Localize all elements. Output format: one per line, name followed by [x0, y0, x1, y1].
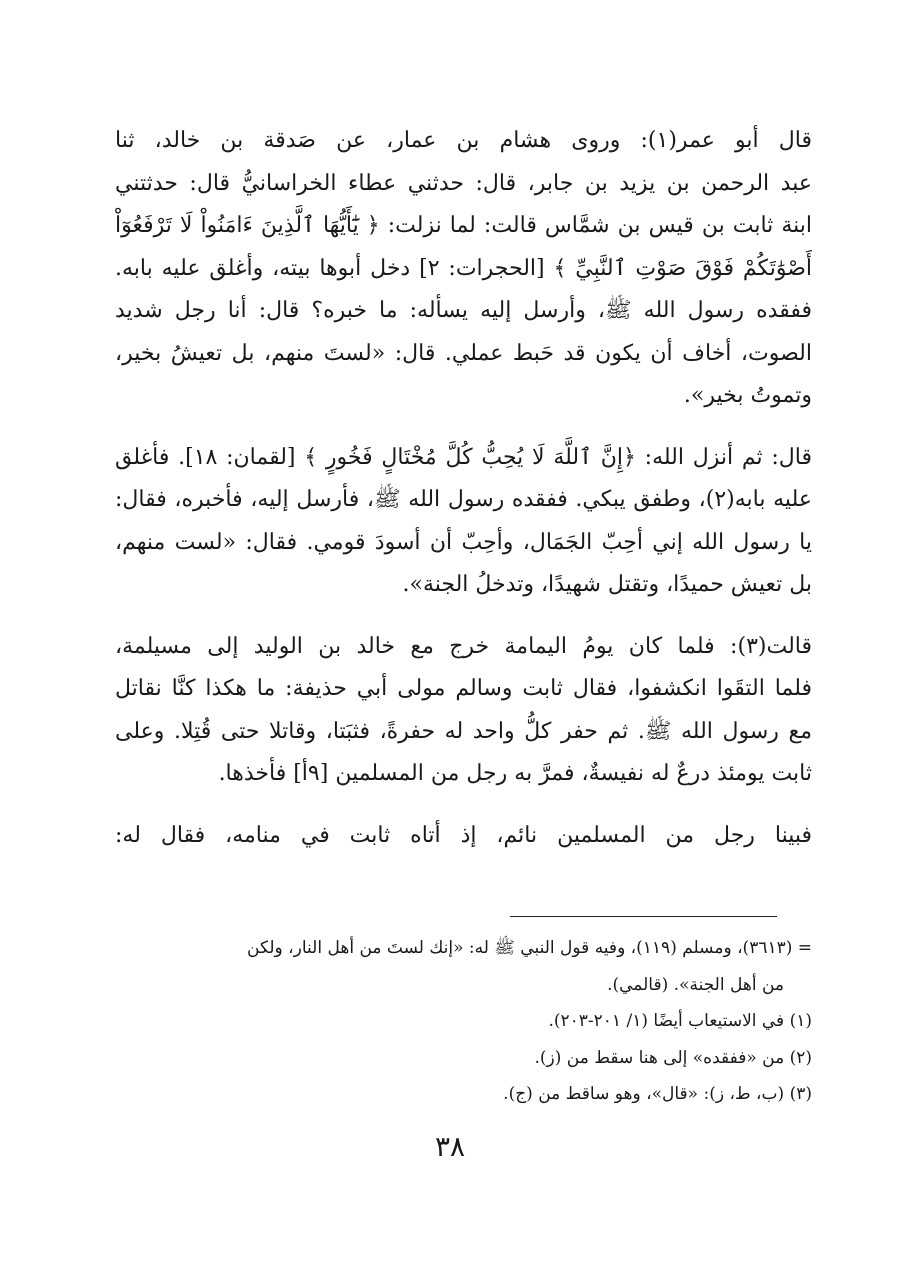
paragraph-2 — [115, 437, 812, 607]
text-line: قال أبو عمر(١): وروى هشام بن عمار، عن صَدقة بن خالد، ثنا — [115, 128, 812, 153]
text-line: يا رسول الله إني أحِبّ الجَمَال، وأحِبّ أن أسودَ قومي. فقال: «لست منهم، — [115, 529, 812, 555]
text-line: فلما التقَوا انكشفوا، فقال ثابت وسالم مولى أبي حذيفة: ما هكذا كنَّا نقاتل — [115, 676, 812, 701]
footnotes — [115, 930, 812, 1113]
text-line: الصوت، أخاف أن يكون قد حَبط عملي. قال: «لستَ منهم، بل تعيشُ بخير، — [115, 340, 812, 366]
paragraph-gap — [115, 607, 812, 626]
footnote-line: (٣) (ب، ط، ز): «قال»، وهو ساقط من (ج). — [503, 1084, 812, 1104]
footnote-separator — [510, 916, 777, 917]
footnote-line: من أهل الجنة». (قالمي). — [607, 974, 784, 995]
page-number: ٣٨ — [434, 1130, 466, 1163]
text-line: ففقده رسول الله ﷺ، وأرسل إليه يسأله: ما خبره؟ قال: أنا رجل شديد — [115, 298, 812, 323]
paragraph-4 — [115, 815, 812, 858]
paragraph-gap — [115, 796, 812, 815]
main-text — [115, 120, 812, 857]
text-line: عبد الرحمن بن يزيد بن جابر، قال: حدثني عطاء الخراسانيُّ قال: حدثتني — [115, 170, 812, 196]
paragraph-1 — [115, 120, 812, 418]
footnote-line: = (٣٦١٣)، ومسلم (١١٩)، وفيه قول النبي ﷺ له: «إنك لستَ من أهل النار، ولكن — [247, 938, 812, 958]
text-line: قال: ثم أنزل الله: ﴿إِنَّ ٱللَّهَ لَا يُحِبُّ كُلَّ مُخْتَالٍ فَخُورٍ ﴾ [لقمان: ١٨]. فأغلق — [115, 444, 812, 470]
text-line: بل تعيش حميدًا، وتقتل شهيدًا، وتدخلُ الجنة». — [402, 572, 812, 597]
text-line: عليه بابه(٢)، وطفق يبكي. ففقده رسول الله ﷺ، فأرسل إليه، فأخبره، فقال: — [115, 487, 812, 512]
paragraph-3 — [115, 626, 812, 796]
paragraph-gap — [115, 418, 812, 437]
text-line: وتموتُ بخير». — [683, 383, 812, 408]
text-line: ثابت يومئذ درعٌ له نفيسةٌ، فمرَّ به رجل من المسلمين [٩أ] فأخذها. — [218, 761, 812, 786]
footnote-line: (٢) من «ففقده» إلى هنا سقط من (ز). — [534, 1047, 812, 1068]
footnote-line: (١) في الاستيعاب أيضًا (١/ ٢٠١-٢٠٣). — [548, 1011, 812, 1031]
text-line: فبينا رجل من المسلمين نائم، إذ أتاه ثابت في منامه، فقال له: — [115, 822, 812, 848]
text-line: قالت(٣): فلما كان يومُ اليمامة خرج مع خالد بن الوليد إلى مسيلمة، — [115, 633, 812, 659]
text-line: ابنة ثابت بن قيس بن شمَّاس قالت: لما نزلت: ﴿ يَٰٓأَيُّهَا ٱلَّذِينَ ءَامَنُواْ لَا تَرْفَعُوٓاْ — [115, 213, 812, 238]
text-line: أَصْوَٰتَكُمْ فَوْقَ صَوْتِ ٱلنَّبِيِّ ﴾ [الحجرات: ٢] دخل أبوها بيته، وأغلق عليه بابه. — [115, 255, 812, 281]
text-line: مع رسول الله ﷺ. ثم حفر كلُّ واحد له حفرةً، فثبَتا، وقاتلا حتى قُتِلا. وعلى — [115, 718, 812, 744]
